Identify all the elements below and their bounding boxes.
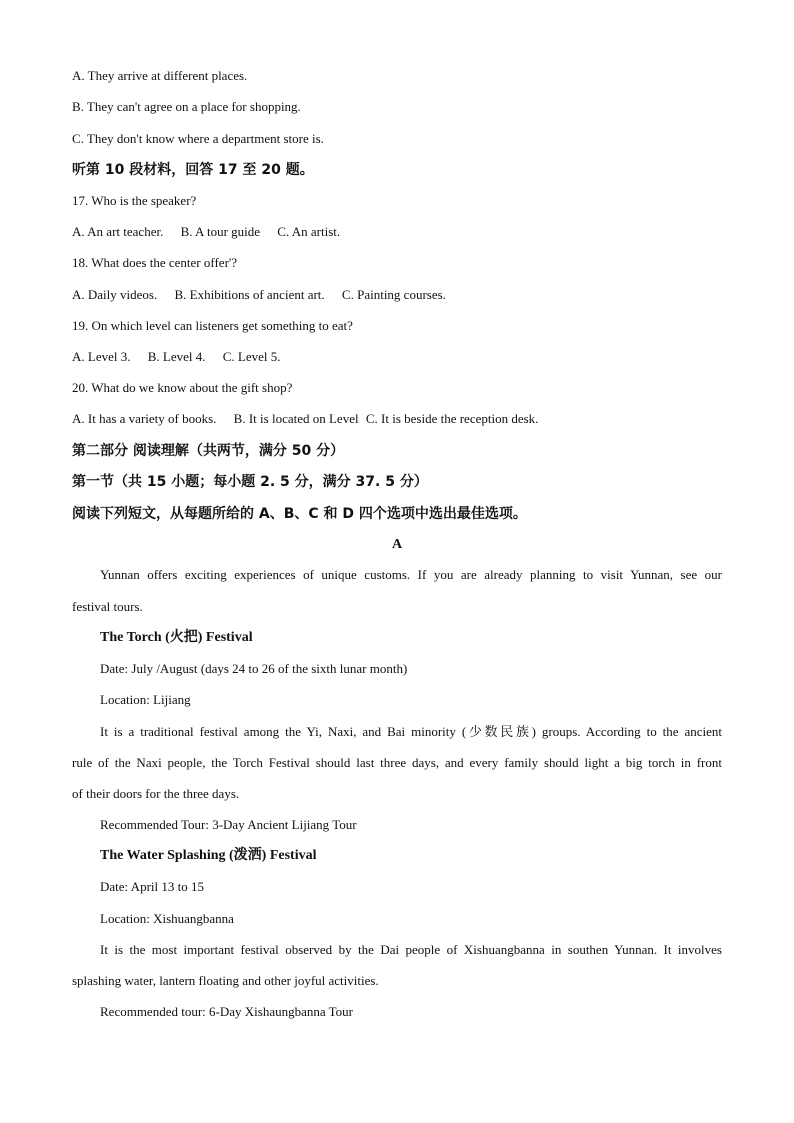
intro-line-2: festival tours. [72,599,143,614]
q20-option-a: A. It has a variety of books. [72,411,217,426]
q17-option-a: A. An art teacher. [72,224,164,239]
q19-option-c: C. Level 5. [222,349,281,364]
q20-option-c: C. It is beside the reception desk. [365,411,539,426]
q18-options [72,286,722,304]
q18-option-b: B. Exhibitions of ancient art. [174,287,325,302]
q18-option-c: C. Painting courses. [341,287,446,302]
q16-option-c: C. They don't know where a department store is. [72,131,324,146]
q19-stem: 19. On which level can listeners get something to eat? [72,318,353,333]
q20-options [72,410,722,428]
water-title: The Water Splashing (泼洒) Festival [100,848,317,863]
q18-option-a: A. Daily videos. [72,287,158,302]
torch-date: Date: July /August (days 24 to 26 of the sixth lunar month) [100,661,408,676]
q16-option-a: A. They arrive at different places. [72,68,248,83]
instruction: 阅读下列短文，从每题所给的 A、B、C 和 D 四个选项中选出最佳选项。 [72,506,527,522]
q18-stem: 18. What does the center offer'? [72,255,238,270]
q17-option-c: C. An artist. [277,224,341,239]
water-desc-2: splashing water, lantern floating and other joyful activities. [72,973,379,988]
q16-option-b: B. They can't agree on a place for shopping. [72,99,301,114]
q19-option-a: A. Level 3. [72,349,131,364]
torch-desc-2: rule of the Naxi people, the Torch Festival should last three days, and every family should light a big torch in front [72,755,722,770]
section10-heading: 听第 10 段材料，回答 17 至 20 题。 [72,162,314,178]
water-desc-1: It is the most important festival observed by the Dai people of Xishuangbanna in southen Yunnan. It involves [100,942,722,957]
water-date: Date: April 13 to 15 [100,879,204,894]
section1-heading: 第一节（共 15 小题；每小题 2. 5 分，满分 37. 5 分） [72,474,428,490]
torch-title: The Torch (火把) Festival [100,630,253,645]
passage-letter: A [391,537,403,552]
torch-tour: Recommended Tour: 3-Day Ancient Lijiang Tour [100,817,357,832]
q17-options [72,223,722,241]
part2-heading: 第二部分 阅读理解（共两节，满分 50 分） [72,443,345,459]
torch-desc-1: It is a traditional festival among the Yi, Naxi, and Bai minority (少数民族) groups. According to the ancient [100,724,722,739]
q20-option-b: B. It is located on Level [233,411,359,426]
torch-desc-3: of their doors for the three days. [72,786,240,801]
intro-line-1: Yunnan offers exciting experiences of unique customs. If you are already planning to visit Yunnan, see our [100,567,722,582]
q19-options [72,348,722,366]
q17-stem: 17. Who is the speaker? [72,193,197,208]
q20-stem: 20. What do we know about the gift shop? [72,380,293,395]
torch-location: Location: Lijiang [100,692,191,707]
water-location: Location: Xishuangbanna [100,911,234,926]
q19-option-b: B. Level 4. [147,349,206,364]
water-tour: Recommended tour: 6-Day Xishaungbanna Tour [100,1004,354,1019]
q17-option-b: B. A tour guide [180,224,261,239]
